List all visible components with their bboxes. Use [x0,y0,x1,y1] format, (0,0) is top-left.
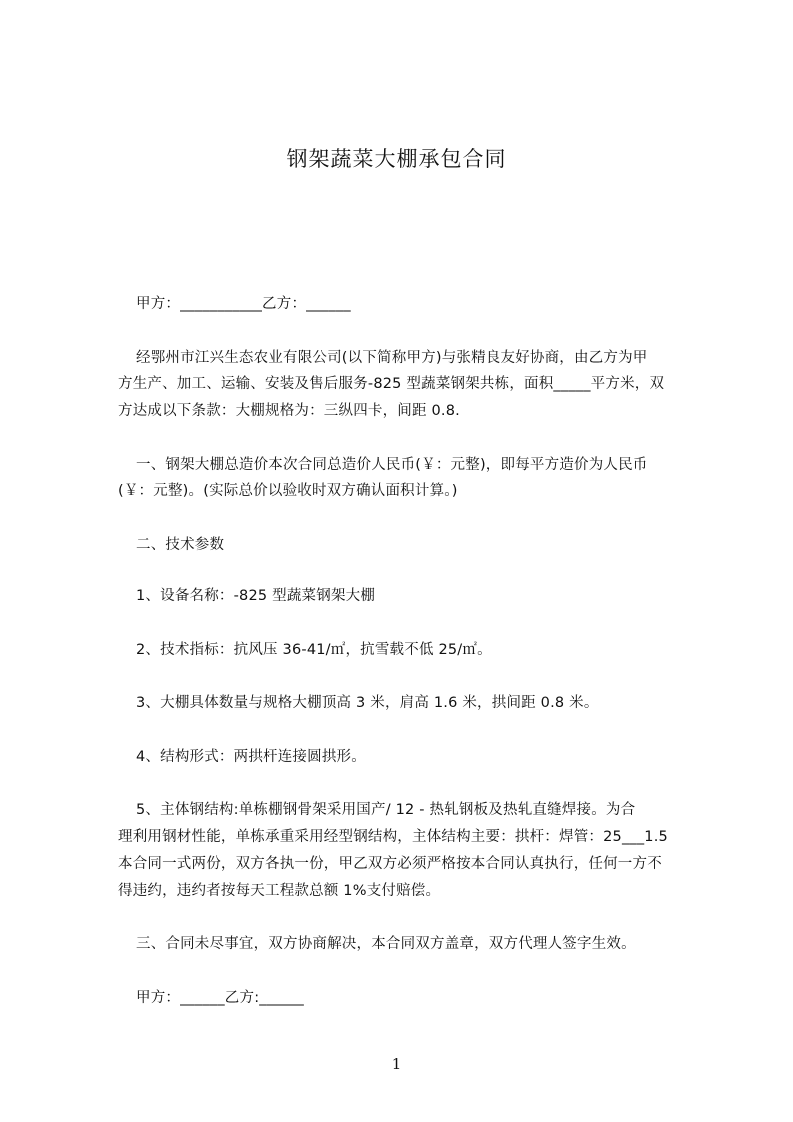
signature-line: 甲方：______乙方:______ [136,990,304,1006]
clause2-item-1: 1、设备名称：-825 型蔬菜钢架大棚 [136,588,376,604]
clause1-line-1: 一、钢架大棚总造价本次合同总造价人民币(￥：元整)，即每平方造价为人民币 [136,457,648,473]
clause2-item-5-line-3: 本合同一式两份，双方各执一份，甲乙双方必须严格按本合同认真执行，任何一方不 [118,856,662,872]
clause2-item-5-line-2: 理利用钢材性能，单栋承重采用经型钢结构，主体结构主要：拱杆：焊管：25___1.5 [118,829,668,845]
intro-line-2: 方生产、加工、运输、安装及售后服务-825 型蔬菜钢架共栋，面积_____平方米，双 [118,376,665,392]
intro-line-1: 经鄂州市江兴生态农业有限公司(以下简称甲方)与张精良友好协商，由乙方为甲 [136,350,648,366]
clause1-line-2: (￥：元整)。(实际总价以验收时双方确认面积计算。) [118,483,458,499]
clause2-item-3: 3、大棚具体数量与规格大棚顶高 3 米，肩高 1.6 米，拱间距 0.8 米。 [136,695,599,711]
clause2-heading: 二、技术参数 [136,537,225,553]
clause2-item-2: 2、技术指标：抗风压 36-41/㎡，抗雪载不低 25/㎡。 [136,642,492,658]
clause2-item-4: 4、结构形式：两拱杆连接圆拱形。 [136,749,366,765]
page-number: 1 [391,1055,402,1073]
clause2-item-5-line-1: 5、主体钢结构:单栋棚钢骨架采用国产/ 12 - 热轧钢板及热轧直缝焊接。为合 [136,802,636,818]
intro-line-3: 方达成以下条款：大棚规格为：三纵四卡，间距 0.8. [118,403,460,419]
clause3: 三、合同未尽事宜，双方协商解决，本合同双方盖章，双方代理人签字生效。 [136,936,636,952]
page-title: 钢架蔬菜大棚承包合同 [286,147,507,171]
clause2-item-5-line-4: 得违约，违约者按每天工程款总额 1%支付赔偿。 [118,883,441,899]
parties-header: 甲方：___________乙方：______ [136,296,351,312]
